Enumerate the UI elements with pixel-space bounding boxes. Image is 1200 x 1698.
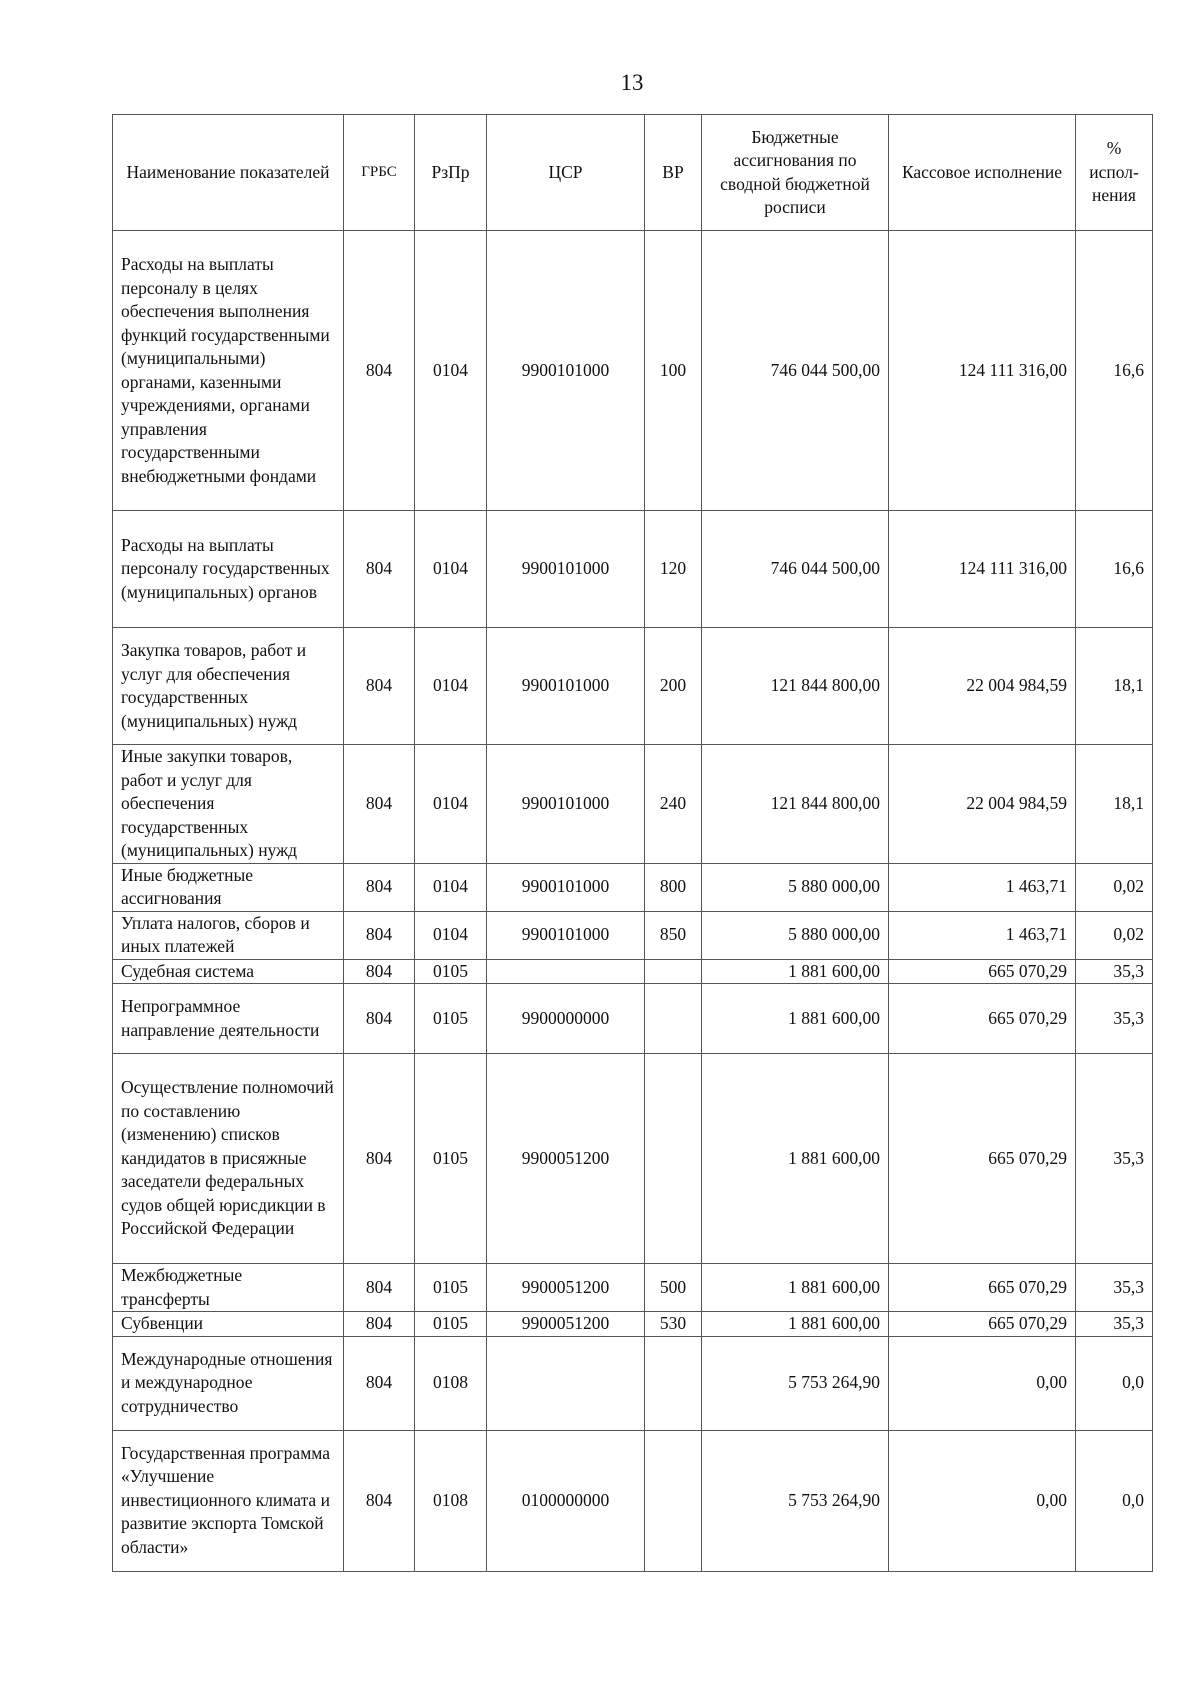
row-name: Субвенции xyxy=(113,1312,344,1337)
row-percent: 0,02 xyxy=(1076,911,1153,959)
row-percent: 16,6 xyxy=(1076,231,1153,511)
row-csr: 9900101000 xyxy=(487,911,645,959)
row-percent: 35,3 xyxy=(1076,1312,1153,1337)
header-name: Наименование показателей xyxy=(113,115,344,231)
table-row xyxy=(113,1336,1153,1430)
row-csr: 9900051200 xyxy=(487,1312,645,1337)
budget-execution-table xyxy=(112,114,1153,1572)
row-cash: 0,00 xyxy=(889,1430,1076,1571)
row-cash: 0,00 xyxy=(889,1336,1076,1430)
row-percent: 35,3 xyxy=(1076,959,1153,984)
row-rzpr: 0105 xyxy=(415,1054,487,1264)
row-vr xyxy=(645,959,702,984)
row-percent: 0,0 xyxy=(1076,1336,1153,1430)
row-allocations: 121 844 800,00 xyxy=(702,628,889,745)
row-vr: 100 xyxy=(645,231,702,511)
row-vr xyxy=(645,1336,702,1430)
row-csr: 9900101000 xyxy=(487,628,645,745)
header-grbs: ГРБС xyxy=(344,115,415,231)
row-csr: 9900101000 xyxy=(487,231,645,511)
header-percent-execution: % испол-нения xyxy=(1076,115,1153,231)
row-grbs: 804 xyxy=(344,511,415,628)
row-allocations: 1 881 600,00 xyxy=(702,1312,889,1337)
row-name: Уплата налогов, сборов и иных платежей xyxy=(113,911,344,959)
row-allocations: 5 880 000,00 xyxy=(702,911,889,959)
row-vr: 800 xyxy=(645,863,702,911)
row-name: Иные бюджетные ассигнования xyxy=(113,863,344,911)
row-csr xyxy=(487,1336,645,1430)
row-allocations: 746 044 500,00 xyxy=(702,231,889,511)
header-csr: ЦСР xyxy=(487,115,645,231)
row-percent: 35,3 xyxy=(1076,984,1153,1054)
table-row xyxy=(113,1430,1153,1571)
header-vr: ВР xyxy=(645,115,702,231)
row-percent: 18,1 xyxy=(1076,628,1153,745)
table-row xyxy=(113,1312,1153,1337)
row-vr: 120 xyxy=(645,511,702,628)
row-cash: 22 004 984,59 xyxy=(889,745,1076,864)
header-cash-execution: Кассовое исполнение xyxy=(889,115,1076,231)
row-rzpr: 0104 xyxy=(415,745,487,864)
row-grbs: 804 xyxy=(344,1312,415,1337)
row-name: Закупка товаров, работ и услуг для обеспечения государственных (муниципальных) нужд xyxy=(113,628,344,745)
row-csr xyxy=(487,959,645,984)
row-csr: 0100000000 xyxy=(487,1430,645,1571)
row-percent: 16,6 xyxy=(1076,511,1153,628)
row-allocations: 1 881 600,00 xyxy=(702,1054,889,1264)
row-percent: 0,02 xyxy=(1076,863,1153,911)
row-cash: 124 111 316,00 xyxy=(889,231,1076,511)
row-cash: 665 070,29 xyxy=(889,959,1076,984)
row-csr: 9900000000 xyxy=(487,984,645,1054)
row-csr: 9900101000 xyxy=(487,511,645,628)
row-cash: 1 463,71 xyxy=(889,863,1076,911)
table-row xyxy=(113,745,1153,864)
row-name: Иные закупки товаров, работ и услуг для обеспечения государственных (муниципальных) нужд xyxy=(113,745,344,864)
row-name: Судебная система xyxy=(113,959,344,984)
row-grbs: 804 xyxy=(344,863,415,911)
page-number: 13 xyxy=(620,70,644,95)
table-row xyxy=(113,959,1153,984)
table-header-row xyxy=(113,115,1153,231)
row-vr: 500 xyxy=(645,1264,702,1312)
row-percent: 35,3 xyxy=(1076,1264,1153,1312)
row-percent: 18,1 xyxy=(1076,745,1153,864)
row-grbs: 804 xyxy=(344,1336,415,1430)
table-row xyxy=(113,984,1153,1054)
row-rzpr: 0104 xyxy=(415,911,487,959)
row-name: Расходы на выплаты персоналу государственных (муниципальных) органов xyxy=(113,511,344,628)
row-csr: 9900101000 xyxy=(487,745,645,864)
row-allocations: 5 880 000,00 xyxy=(702,863,889,911)
row-name: Межбюджетные трансферты xyxy=(113,1264,344,1312)
row-name: Международные отношения и международное сотрудничество xyxy=(113,1336,344,1430)
row-cash: 665 070,29 xyxy=(889,1264,1076,1312)
row-grbs: 804 xyxy=(344,628,415,745)
row-vr xyxy=(645,1054,702,1264)
table-row xyxy=(113,1264,1153,1312)
row-rzpr: 0105 xyxy=(415,1264,487,1312)
row-name: Расходы на выплаты персоналу в целях обеспечения выполнения функций государственными (муниципальными) органами, казенными учреждениями, органами управления государственными внебюджетными фондами xyxy=(113,231,344,511)
row-cash: 665 070,29 xyxy=(889,984,1076,1054)
row-vr: 240 xyxy=(645,745,702,864)
table-row xyxy=(113,863,1153,911)
row-allocations: 5 753 264,90 xyxy=(702,1430,889,1571)
row-allocations: 121 844 800,00 xyxy=(702,745,889,864)
row-grbs: 804 xyxy=(344,959,415,984)
row-percent: 0,0 xyxy=(1076,1430,1153,1571)
row-rzpr: 0104 xyxy=(415,628,487,745)
row-grbs: 804 xyxy=(344,745,415,864)
row-rzpr: 0105 xyxy=(415,984,487,1054)
row-cash: 22 004 984,59 xyxy=(889,628,1076,745)
row-grbs: 804 xyxy=(344,1264,415,1312)
table-row xyxy=(113,911,1153,959)
table-row xyxy=(113,231,1153,511)
row-name: Непрограммное направление деятельности xyxy=(113,984,344,1054)
row-grbs: 804 xyxy=(344,231,415,511)
row-vr xyxy=(645,984,702,1054)
row-csr: 9900051200 xyxy=(487,1264,645,1312)
row-cash: 665 070,29 xyxy=(889,1054,1076,1264)
row-rzpr: 0108 xyxy=(415,1430,487,1571)
header-allocations: Бюджетные ассигнования по сводной бюджетной росписи xyxy=(702,115,889,231)
row-grbs: 804 xyxy=(344,984,415,1054)
row-csr: 9900101000 xyxy=(487,863,645,911)
row-rzpr: 0104 xyxy=(415,863,487,911)
row-allocations: 746 044 500,00 xyxy=(702,511,889,628)
row-grbs: 804 xyxy=(344,1054,415,1264)
row-csr: 9900051200 xyxy=(487,1054,645,1264)
row-rzpr: 0104 xyxy=(415,511,487,628)
row-rzpr: 0104 xyxy=(415,231,487,511)
row-vr xyxy=(645,1430,702,1571)
row-cash: 124 111 316,00 xyxy=(889,511,1076,628)
row-rzpr: 0108 xyxy=(415,1336,487,1430)
row-percent: 35,3 xyxy=(1076,1054,1153,1264)
row-allocations: 1 881 600,00 xyxy=(702,959,889,984)
row-vr: 200 xyxy=(645,628,702,745)
row-name: Государственная программа «Улучшение инвестиционного климата и развитие экспорта Томской области» xyxy=(113,1430,344,1571)
row-allocations: 5 753 264,90 xyxy=(702,1336,889,1430)
row-allocations: 1 881 600,00 xyxy=(702,984,889,1054)
table-row xyxy=(113,511,1153,628)
row-grbs: 804 xyxy=(344,911,415,959)
row-name: Осуществление полномочий по составлению (изменению) списков кандидатов в присяжные заседатели федеральных судов общей юрисдикции в Российской Федерации xyxy=(113,1054,344,1264)
row-vr: 530 xyxy=(645,1312,702,1337)
row-grbs: 804 xyxy=(344,1430,415,1571)
row-vr: 850 xyxy=(645,911,702,959)
row-cash: 665 070,29 xyxy=(889,1312,1076,1337)
header-rzpr: РзПр xyxy=(415,115,487,231)
row-cash: 1 463,71 xyxy=(889,911,1076,959)
row-allocations: 1 881 600,00 xyxy=(702,1264,889,1312)
row-rzpr: 0105 xyxy=(415,1312,487,1337)
row-rzpr: 0105 xyxy=(415,959,487,984)
table-row xyxy=(113,628,1153,745)
table-row xyxy=(113,1054,1153,1264)
